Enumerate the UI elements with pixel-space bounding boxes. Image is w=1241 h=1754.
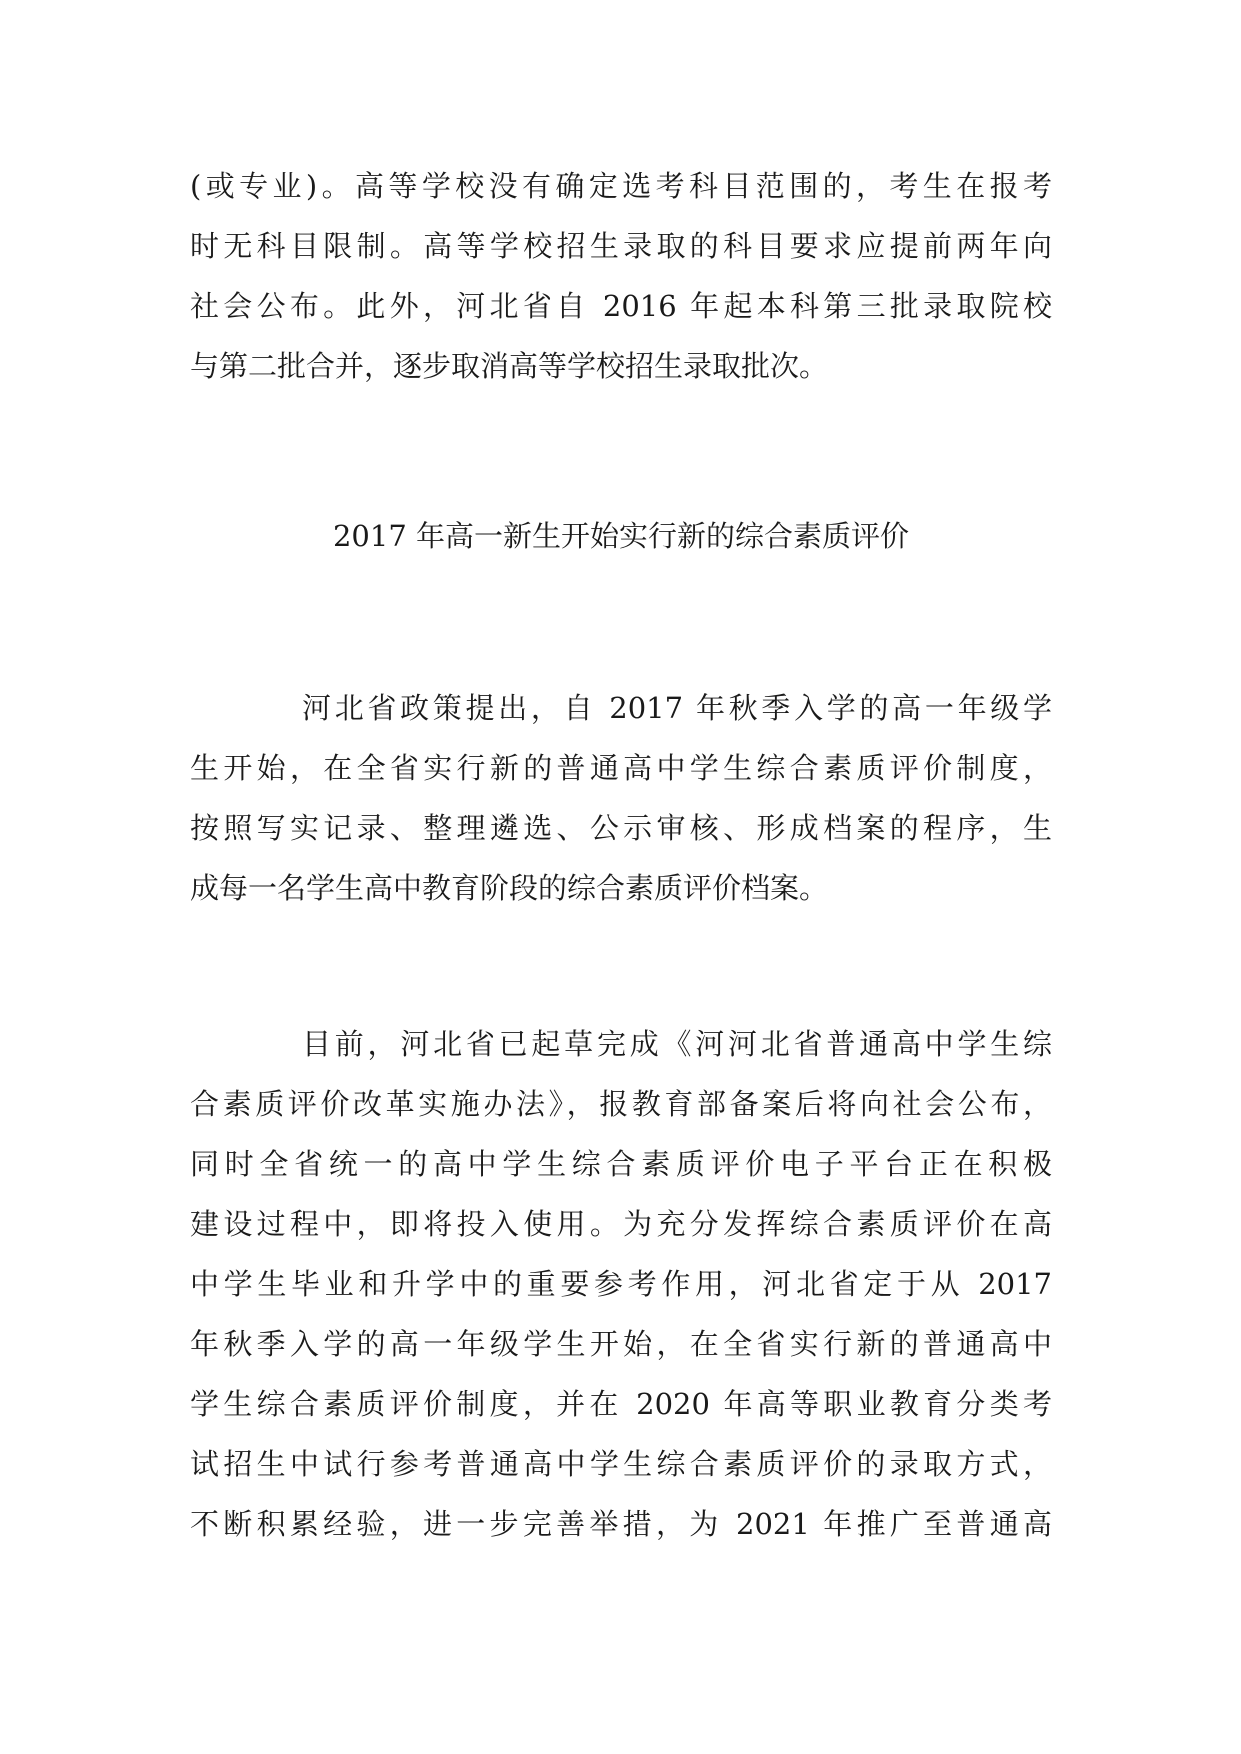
paragraph-policy xyxy=(190,678,1052,918)
text-line: 按照写实记录、整理遴选、公示审核、形成档案的程序，生 xyxy=(190,811,1052,845)
text-line: 合素质评价改革实施办法》，报教育部备案后将向社会公布， xyxy=(190,1087,1052,1121)
text-line: 成每一名学生高中教育阶段的综合素质评价档案。 xyxy=(190,871,829,905)
text-line: 与第二批合并，逐步取消高等学校招生录取批次。 xyxy=(190,349,829,383)
text-line: 河北省政策提出，自 2017 年秋季入学的高一年级学 xyxy=(302,691,1052,725)
text-line: 同时全省统一的高中学生综合素质评价电子平台正在积极 xyxy=(190,1147,1052,1181)
text-line: 社会公布。此外，河北省自 2016 年起本科第三批录取院校 xyxy=(190,289,1052,323)
text-line: 试招生中试行参考普通高中学生综合素质评价的录取方式， xyxy=(190,1447,1052,1481)
text-line: 中学生毕业和升学中的重要参考作用，河北省定于从 2017 xyxy=(190,1267,1052,1301)
section-heading: 2017 年高一新生开始实行新的综合素质评价 xyxy=(332,519,910,553)
text-line: 不断积累经验，进一步完善举措，为 2021 年推广至普通高 xyxy=(190,1507,1052,1541)
text-line: 学生综合素质评价制度，并在 2020 年高等职业教育分类考 xyxy=(190,1387,1052,1421)
text-line: 生开始，在全省实行新的普通高中学生综合素质评价制度， xyxy=(190,751,1052,785)
text-line: 目前，河北省已起草完成《河河北省普通高中学生综 xyxy=(302,1027,1052,1061)
paragraph-admission-subjects xyxy=(190,156,1052,396)
paragraph-current-progress xyxy=(190,1014,1052,1554)
text-line: 建设过程中，即将投入使用。为充分发挥综合素质评价在高 xyxy=(190,1207,1052,1241)
text-line: 年秋季入学的高一年级学生开始，在全省实行新的普通高中 xyxy=(190,1327,1052,1361)
text-line: 时无科目限制。高等学校招生录取的科目要求应提前两年向 xyxy=(190,229,1052,263)
text-line: (或专业)。高等学校没有确定选考科目范围的，考生在报考 xyxy=(190,169,1052,203)
